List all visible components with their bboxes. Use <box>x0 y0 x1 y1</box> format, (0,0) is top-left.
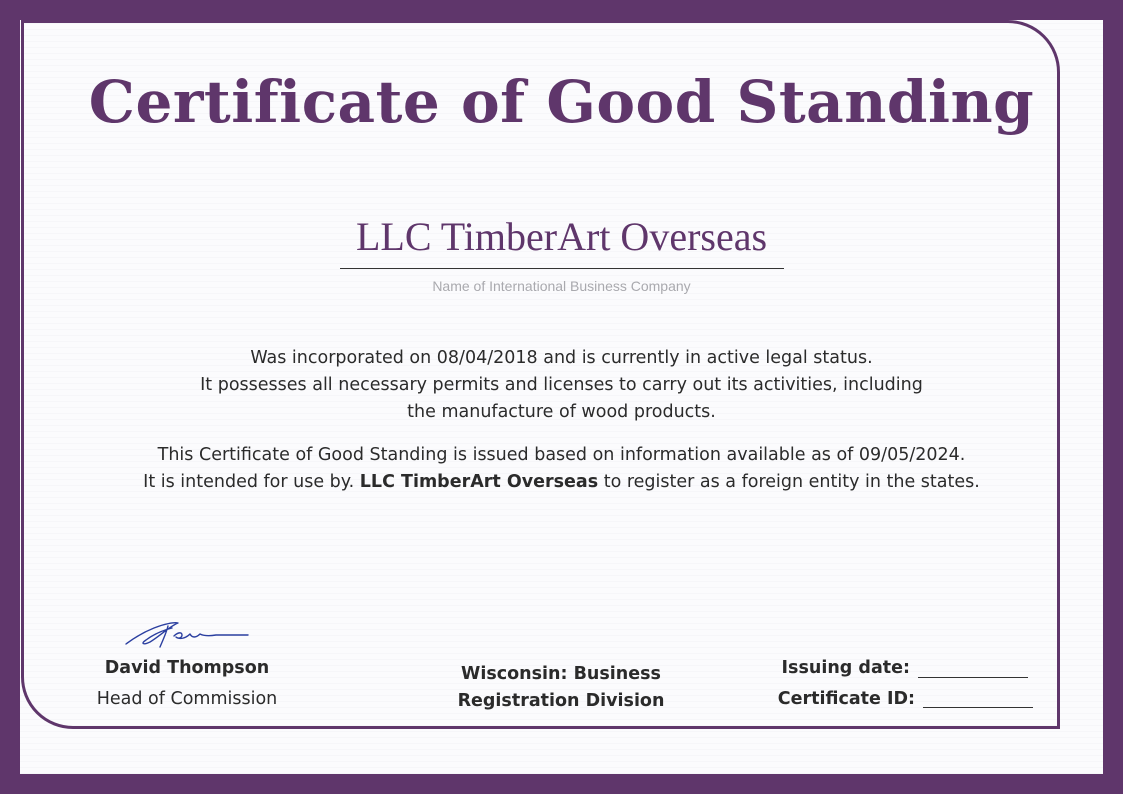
issuance-line-2 <box>0 469 1123 496</box>
issuing-authority-line-1: Wisconsin: Business <box>461 664 661 684</box>
incorporation-paragraph <box>0 345 1123 426</box>
issuing-authority-line-2: Registration Division <box>457 691 665 711</box>
incorporation-line-2: It possesses all necessary permits and licenses to carry out its activities, including <box>200 375 923 395</box>
issuing-date-label: Issuing date: <box>781 658 910 678</box>
incorporation-line-1: Was incorporated on 08/04/2018 and is currently in active legal status. <box>250 348 873 368</box>
certificate-id-field[interactable] <box>923 707 1033 708</box>
certificate-id-label: Certificate ID: <box>777 689 915 709</box>
signatory-name: David Thompson <box>104 658 270 678</box>
signature-image <box>120 614 252 650</box>
incorporation-line-3: the manufacture of wood products. <box>407 402 716 422</box>
issuance-line-2-suffix: to register as a foreign entity in the states. <box>598 472 980 492</box>
issuance-paragraph <box>0 442 1123 496</box>
company-caption: Name of International Business Company <box>432 278 691 294</box>
issuing-authority <box>430 661 692 715</box>
issuance-company-name: LLC TimberArt Overseas <box>359 472 599 492</box>
issuance-line-1: This Certificate of Good Standing is issued based on information available as of 09/05/2024. <box>157 445 966 465</box>
issuance-line-2-prefix: It is intended for use by. <box>143 472 360 492</box>
company-underline <box>340 268 784 269</box>
certificate-title: Certificate of Good Standing <box>88 68 1035 136</box>
signatory-role: Head of Commission <box>96 689 278 709</box>
company-name: LLC TimberArt Overseas <box>355 214 768 259</box>
issuing-date-field[interactable] <box>918 677 1028 678</box>
